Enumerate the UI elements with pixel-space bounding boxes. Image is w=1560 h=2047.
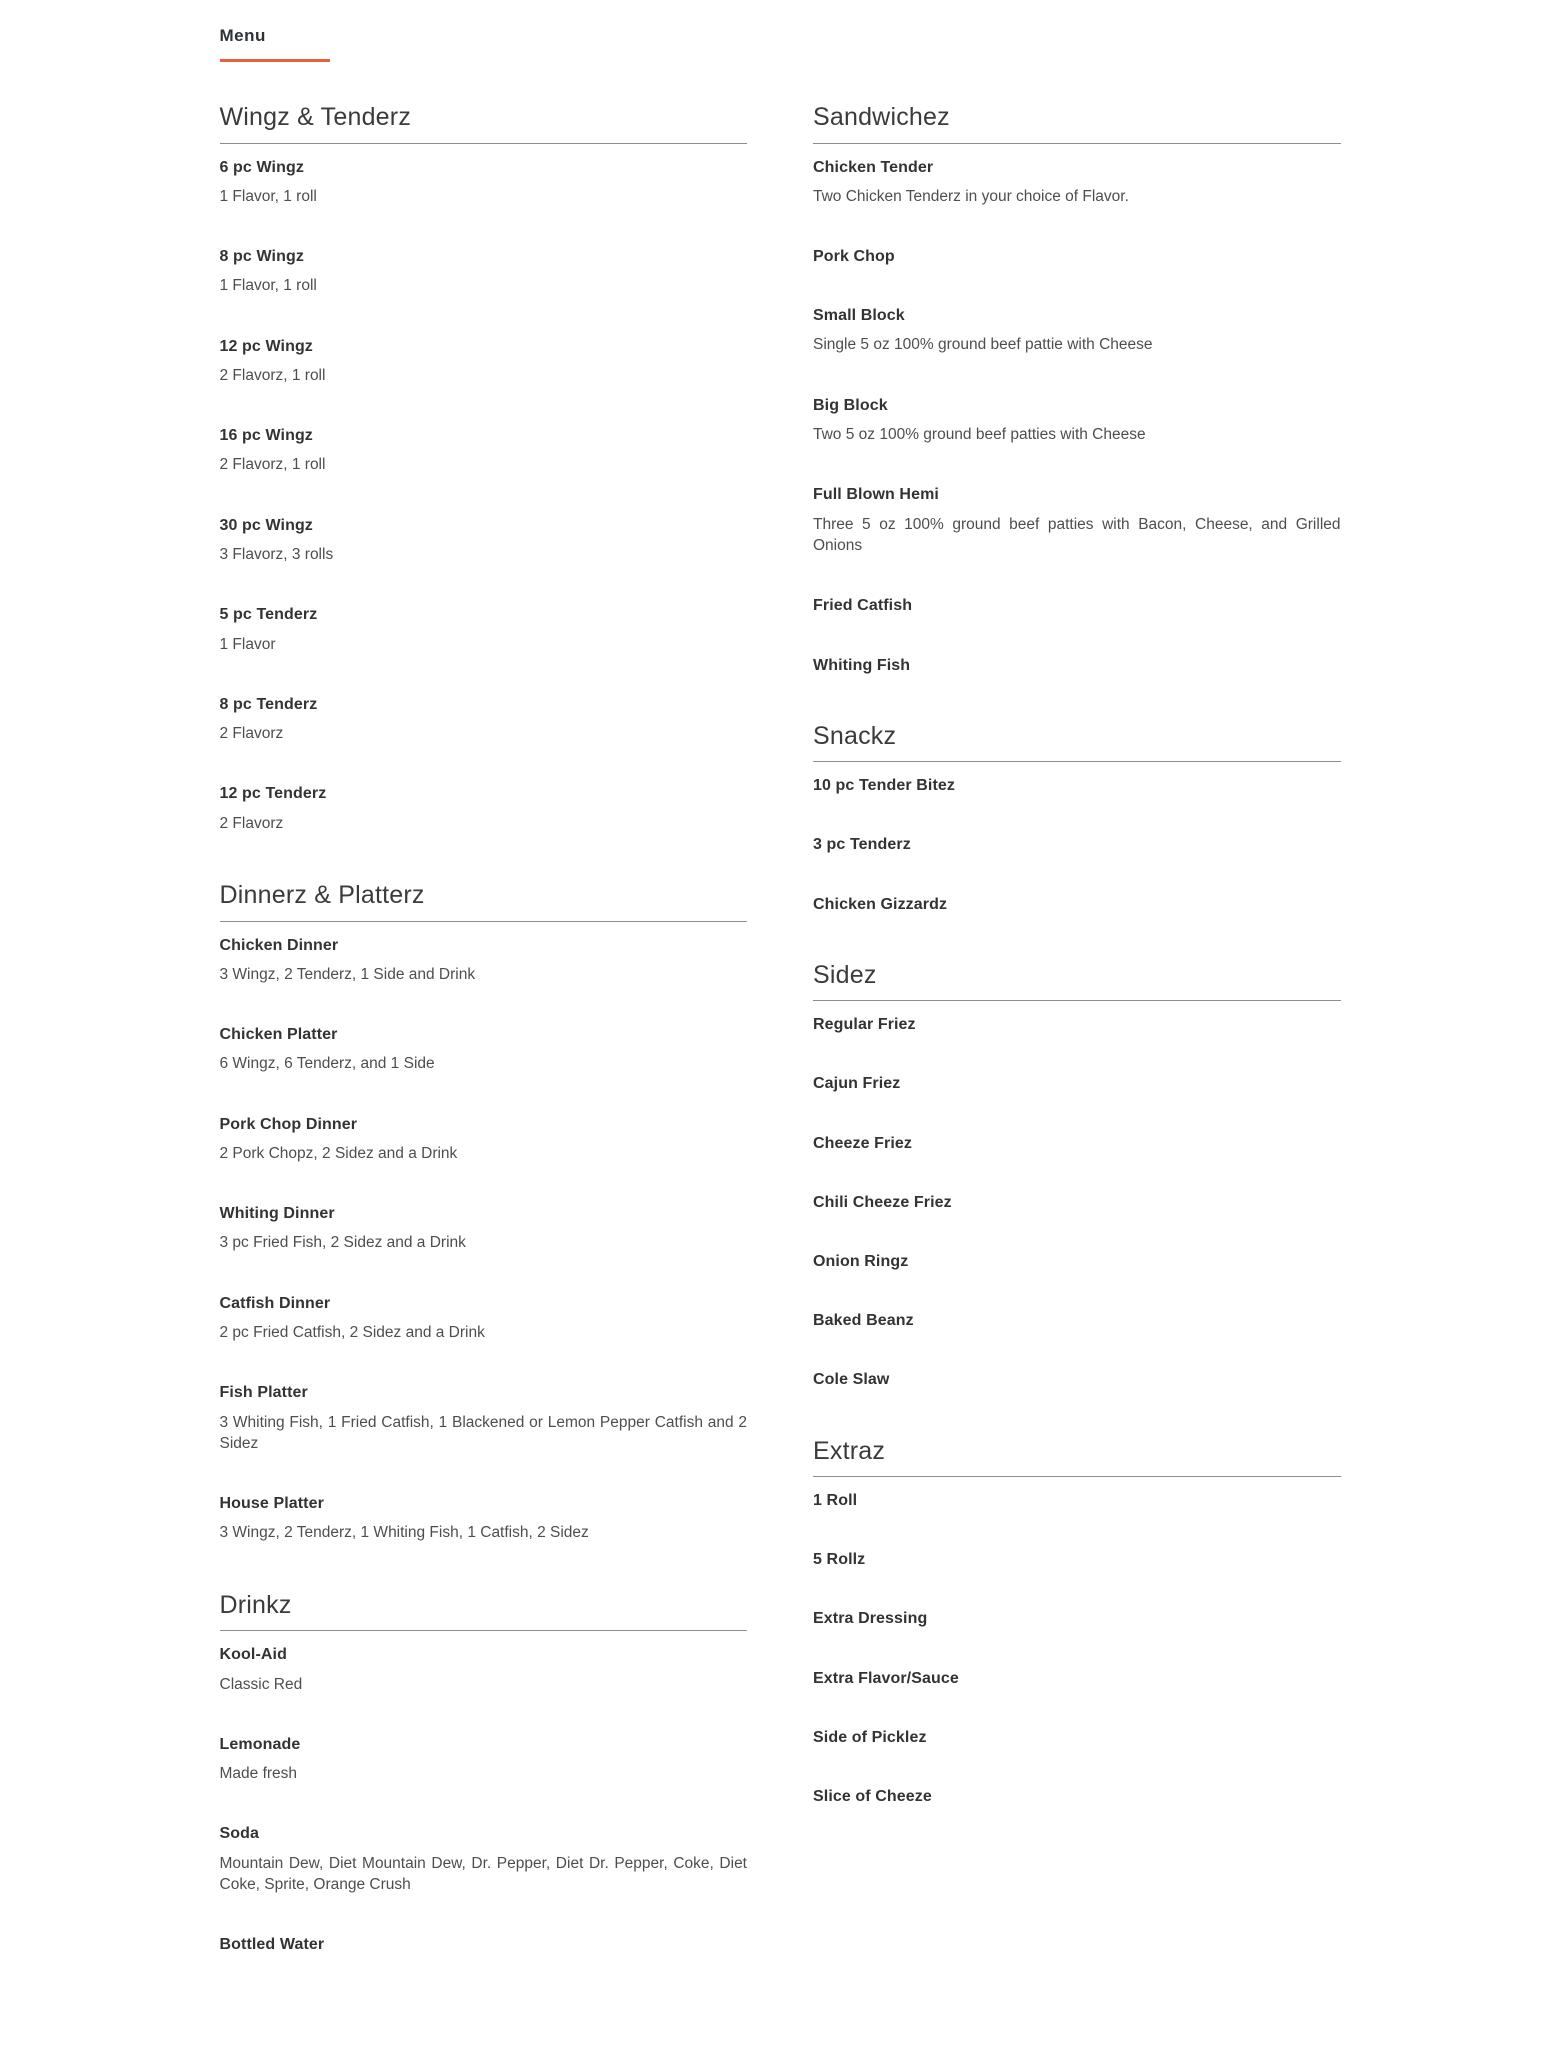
item-desc: 1 Flavor [219,635,276,653]
item-desc: 6 Wingz, 6 Tenderz, and 1 Side [219,1055,435,1073]
menu-item [220,936,748,986]
item-name: 8 pc Tenderz [219,695,318,713]
item-desc: 2 Pork Chopz, 2 Sidez and a Drink [219,1144,458,1162]
menu-item [220,1025,748,1075]
menu-item [813,1311,1341,1330]
item-name: Full Blown Hemi [813,486,939,504]
item-name: Pork Chop [813,248,895,266]
section-title: Dinnerz & Platterz [220,882,748,922]
menu-section [220,1592,748,1955]
item-desc: Mountain Dew, Diet Mountain Dew, Dr. Pepper, Diet Dr. Pepper, Coke, Diet Coke, Sprite, Orange Crush [219,1854,747,1893]
title-accent-divider [220,59,330,62]
menu-column [220,104,748,1964]
item-desc: 2 Flavorz, 1 roll [219,456,326,474]
item-desc: 3 Whiting Fish, 1 Fried Catfish, 1 Blackened or Lemon Pepper Catfish and 2 Sidez [219,1413,747,1452]
item-name: Kool-Aid [219,1646,287,1664]
menu-item [813,306,1341,356]
menu-item [220,1935,748,1954]
menu-section [813,104,1341,675]
item-name: Small Block [813,307,905,325]
menu-item [220,1294,748,1344]
item-name: Bottled Water [219,1936,325,1954]
menu-item [813,1015,1341,1034]
menu-item [813,1609,1341,1628]
menu-item [813,158,1341,208]
item-desc: Three 5 oz 100% ground beef patties with Bacon, Cheese, and Grilled Onions [813,515,1341,554]
item-name: House Platter [219,1495,324,1513]
menu-section [813,1438,1341,1807]
item-name: 12 pc Tenderz [219,785,327,803]
item-name: 10 pc Tender Bitez [813,777,955,795]
menu-section [220,104,748,834]
item-name: Cole Slaw [813,1371,890,1389]
item-name: Extra Dressing [813,1610,928,1628]
menu-item [813,1787,1341,1806]
menu-item [813,656,1341,675]
item-desc: 3 Wingz, 2 Tenderz, 1 Whiting Fish, 1 Catfish, 2 Sidez [219,1524,589,1542]
menu-item [813,1491,1341,1510]
menu-item [220,247,748,297]
item-name: 8 pc Wingz [219,248,304,266]
menu-item [220,1204,748,1254]
item-desc: 3 pc Fried Fish, 2 Sidez and a Drink [219,1234,466,1252]
item-name: Slice of Cheeze [813,1788,932,1805]
item-desc: Classic Red [219,1675,303,1693]
menu-item [220,516,748,566]
menu-item [220,784,748,834]
item-name: 12 pc Wingz [219,337,313,355]
menu-item [813,485,1341,556]
menu-section [220,882,748,1544]
item-name: 6 pc Wingz [219,158,304,176]
menu-section [813,723,1341,914]
item-desc: Two 5 oz 100% ground beef patties with Cheese [813,426,1146,443]
item-desc: 2 pc Fried Catfish, 2 Sidez and a Drink [219,1323,485,1341]
item-desc: 2 Flavorz [219,814,284,832]
menu-section [813,962,1341,1390]
item-name: 1 Roll [813,1492,858,1510]
menu-column [813,104,1341,1815]
item-desc: 1 Flavor, 1 roll [219,187,317,205]
item-name: Fried Catfish [813,597,913,615]
item-name: 5 Rollz [813,1551,866,1569]
menu-page [220,0,1341,2047]
menu-item [813,247,1341,266]
menu-item [813,1550,1341,1569]
item-desc: Single 5 oz 100% ground beef pattie with Cheese [813,336,1153,354]
menu-item [220,1824,748,1895]
section-items [813,1491,1341,1806]
item-name: Whiting Dinner [219,1205,335,1223]
menu-item [813,1074,1341,1093]
item-name: 3 pc Tenderz [813,836,911,854]
menu-item [813,1728,1341,1747]
item-desc: 2 Flavorz [219,725,284,743]
item-name: Chicken Platter [219,1026,338,1044]
item-name: Baked Beanz [813,1312,914,1330]
menu-columns [220,104,1341,1964]
item-name: Lemonade [219,1735,301,1753]
menu-item [813,1370,1341,1389]
menu-item [813,1193,1341,1212]
menu-item [220,605,748,655]
menu-item [220,1115,748,1165]
section-title: Sidez [813,962,1341,1002]
item-name: Cajun Friez [813,1075,901,1093]
item-name: 16 pc Wingz [219,427,313,445]
section-title: Drinkz [220,1592,748,1632]
item-name: Soda [219,1825,260,1843]
item-name: Extra Flavor/Sauce [813,1669,959,1687]
item-desc: Made fresh [219,1765,298,1783]
item-name: Pork Chop Dinner [219,1115,358,1133]
menu-item [220,1494,748,1544]
menu-item [813,596,1341,615]
item-desc: 3 Flavorz, 3 rolls [219,545,334,563]
item-desc: 1 Flavor, 1 roll [219,277,317,295]
menu-item [220,1645,748,1695]
item-name: Chili Cheeze Friez [813,1193,952,1211]
page-header [220,26,1341,62]
item-name: Cheeze Friez [813,1134,913,1152]
page-title: Menu [219,26,266,45]
item-name: Catfish Dinner [219,1294,331,1312]
item-name: Chicken Gizzardz [813,895,948,913]
menu-item [220,1735,748,1785]
item-name: 30 pc Wingz [219,516,313,534]
menu-item [220,695,748,745]
menu-item [220,426,748,476]
section-items [813,776,1341,914]
section-title: Extraz [813,1438,1341,1478]
menu-item [813,396,1341,446]
item-name: Regular Friez [813,1016,916,1034]
section-title: Wingz & Tenderz [220,104,748,144]
section-items [813,1015,1341,1389]
menu-item [813,1252,1341,1271]
item-name: Onion Ringz [813,1253,909,1270]
menu-item [813,895,1341,914]
section-title: Snackz [813,723,1341,763]
menu-item [220,337,748,387]
section-items [220,158,748,835]
item-name: Chicken Tender [813,158,934,176]
section-title: Sandwichez [813,104,1341,144]
item-name: Whiting Fish [813,656,911,674]
item-name: Fish Platter [219,1384,308,1402]
menu-item [813,1669,1341,1688]
item-name: Chicken Dinner [219,936,339,954]
menu-item [813,776,1341,795]
item-desc: Two Chicken Tenderz in your choice of Flavor. [813,187,1129,205]
menu-item [220,1383,748,1454]
section-items [220,1645,748,1954]
menu-item [813,835,1341,854]
section-items [813,158,1341,675]
item-desc: 3 Wingz, 2 Tenderz, 1 Side and Drink [219,965,476,983]
section-items [220,936,748,1544]
item-name: Big Block [813,396,888,414]
item-name: 5 pc Tenderz [219,606,318,624]
menu-item [813,1134,1341,1153]
item-desc: 2 Flavorz, 1 roll [219,366,326,384]
menu-item [220,158,748,208]
item-name: Side of Picklez [813,1728,927,1746]
